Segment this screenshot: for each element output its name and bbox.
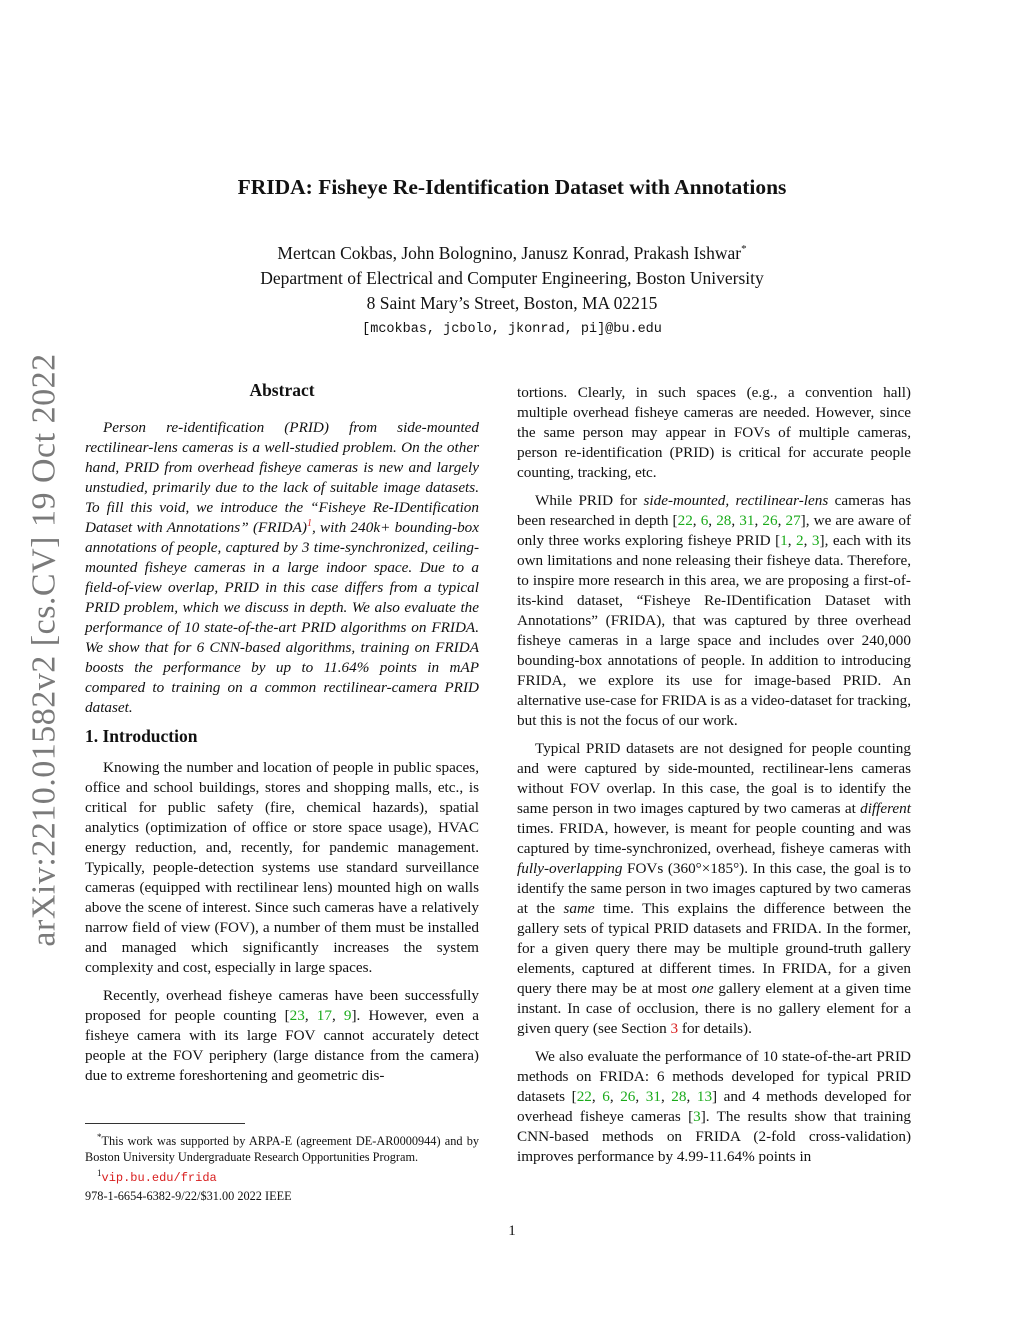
- citation-link[interactable]: 3: [811, 532, 820, 549]
- paper-title: FRIDA: Fisheye Re-Identification Dataset with Annotations: [237, 175, 787, 199]
- isbn-copyright: 978-1-6654-6382-9/22/$31.00 2022 IEEE: [85, 1189, 292, 1204]
- intro-paragraph-2: Recently, overhead fisheye cameras have been successfully proposed for people counting [23, 17, 9]. However, even a fisheye camera with its large FOV cannot accurately detect people at the FOV periphery (large distance from the camera) due to extreme foreshortening and geometric dis-: [85, 987, 479, 1084]
- citation-link[interactable]: 6: [602, 1088, 610, 1105]
- intro-paragraph-4: Typical PRID datasets are not designed for people counting and were captured by side-mounted, rectilinear-lens cameras without FOV overlap. In this case, the goal is to identify the same person in two images captured by two cameras at different times. FRIDA, however, is meant for people counting and was captured by time-synchronized, overhead, fisheye cameras with fully-overlapping FOVs (360°×185°). In this case, the goal is to identify the same person in two images captured by two cameras at the same time. This explains the difference between the gallery sets of typical PRID datasets and FRIDA. In the former, for a given query there may be multiple ground-truth gallery elements, captured at different times. In FRIDA, for a given query there may be at most one gallery element at a given time instant. In case of occlusion, there is no gallery element for a given query (see Section 3 for details).: [517, 740, 912, 1037]
- intro-paragraph-3: While PRID for side-mounted, rectilinear-lens cameras has been researched in depth [22, 6, 28, 31, 26, 27], we are aware of only three works exploring fisheye PRID [1, 2, 3], each with its own limitations and none releasing their fisheye data. Therefore, to inspire more research in this area, we are proposing a first-of-its-kind dataset, “Fisheye Re-IDentification Dataset with Annotations” (FRIDA), that was captured by three overhead fisheye cameras in a large space and includes over 240,000 bounding-box annotations of people. In addition to introducing FRIDA, we explore its use for image-based PRID. An alternative use-case for FRIDA is as a video-dataset for tracking, but this is not the focus of our work.: [517, 492, 912, 729]
- abstract-text: Person re-identification (PRID) from side-mounted rectilinear-lens cameras is a well-studied problem. On the other hand, PRID from overhead fisheye cameras is new and largely unstudied, primarily due to the lack of suitable image datasets. To fill this void, we introduce the “Fisheye Re-IDentification Dataset with Annotations” (FRIDA)$^1$, with 240k+ bounding-box annotations of people, captured by 3 time-synchronized, ceiling-mounted fisheye cameras in a large indoor space. Due to a field-of-view overlap, PRID in this case differs from a typical PRID problem, which we discuss in depth. We also evaluate the performance of 10 state-of-the-art PRID algorithms on FRIDA. We show that for 6 CNN-based algorithms, training on FRIDA boosts the performance by up to 11.64% points in mAP compared to training on a common rectilinear-camera PRID dataset.: [85, 419, 479, 716]
- citation-link[interactable]: 13: [696, 1088, 713, 1105]
- citation-link[interactable]: 3: [693, 1108, 701, 1125]
- footnote-link-1[interactable]: 1: [306, 517, 312, 529]
- citation-link[interactable]: 9: [343, 1007, 352, 1024]
- citation-link[interactable]: 17: [316, 1007, 332, 1024]
- citation-link[interactable]: 28: [716, 512, 732, 529]
- citation-link[interactable]: 28: [671, 1088, 687, 1105]
- dataset-url-link[interactable]: vip.bu.edu/frida: [101, 1171, 217, 1186]
- citation-link[interactable]: 26: [620, 1088, 636, 1105]
- author-affiliation: Department of Electrical and Computer Engineering, Boston University: [260, 267, 764, 288]
- arxiv-stamp-text: arXiv:2210.01582v2 [cs.CV] 19 Oct 2022: [26, 353, 63, 947]
- citation-link[interactable]: 1: [780, 532, 788, 549]
- citation-link[interactable]: 23: [289, 1007, 305, 1024]
- intro-paragraph-1: Knowing the number and location of people in public spaces, office and school buildings, stores and shopping malls, etc., is critical for public safety (fire, chemical hazards), spatial analytics (optimization of office or store space usage), HVAC energy reduction, and, recently, for pandemic management. Typically, people-detection systems use standard surveillance cameras (equipped with rectilinear lens) mounted high on walls above the scene of interest. Since such cameras have a relatively narrow field of view (FOV), a number of them must be installed and managed which significantly increases the system complexity and cost, especially in large spaces.: [85, 759, 479, 976]
- author-footnote-mark: *: [741, 243, 747, 255]
- abstract-heading: Abstract: [249, 380, 315, 400]
- arxiv-stamp: [24, 355, 66, 945]
- citation-link[interactable]: 6: [700, 512, 709, 529]
- footnote-funding: *This work was supported by ARPA-E (agreement DE-AR0000944) and by Boston University Undergraduate Research Opportunities Program.: [85, 1132, 479, 1165]
- footnote-url: $^1$vip.bu.edu/frida: [97, 1168, 217, 1186]
- section-link-3[interactable]: 3: [670, 1020, 679, 1037]
- author-block: [0, 237, 1024, 343]
- author-names: Mertcan Cokbas, John Bolognino, Janusz Konrad, Prakash Ishwar*: [277, 242, 747, 263]
- author-address: 8 Saint Mary’s Street, Boston, MA 02215: [366, 292, 658, 313]
- citation-link[interactable]: 2: [796, 532, 804, 549]
- author-emails: [mcokbas, jcbolo, jkonrad, pi]@bu.edu: [362, 321, 662, 337]
- left-column: [85, 380, 479, 1094]
- intro-paragraph-5: We also evaluate the performance of 10 state-of-the-art PRID methods on FRIDA: 6 methods developed for typical PRID datasets [22, 6, 26, 31, 28, 13] and 4 methods developed for overhead fisheye cameras [3]. The results show that training CNN-based methods on FRIDA (2-fold cross-validation) improves performance by 4.99-11.64% points in: [517, 1048, 912, 1165]
- citation-link[interactable]: 27: [785, 512, 801, 529]
- citation-link[interactable]: 26: [762, 512, 778, 529]
- citation-link[interactable]: 31: [645, 1088, 661, 1105]
- citation-link[interactable]: 22: [677, 512, 693, 529]
- right-column: [517, 383, 911, 1175]
- footnote-divider: [85, 1123, 245, 1124]
- intro-paragraph-2-continued: tortions. Clearly, in such spaces (e.g., a convention hall) multiple overhead fisheye cameras are needed. However, since the same person may appear in FOVs of multiple cameras, person re-identification (PRID) is critical for accurate people counting, tracking, etc.: [517, 384, 911, 481]
- footnotes: [85, 1123, 479, 1204]
- citation-link[interactable]: 31: [739, 512, 755, 529]
- section-heading-introduction: 1. Introduction: [85, 726, 198, 746]
- page-number: 1: [508, 1223, 516, 1239]
- citation-link[interactable]: 22: [576, 1088, 592, 1105]
